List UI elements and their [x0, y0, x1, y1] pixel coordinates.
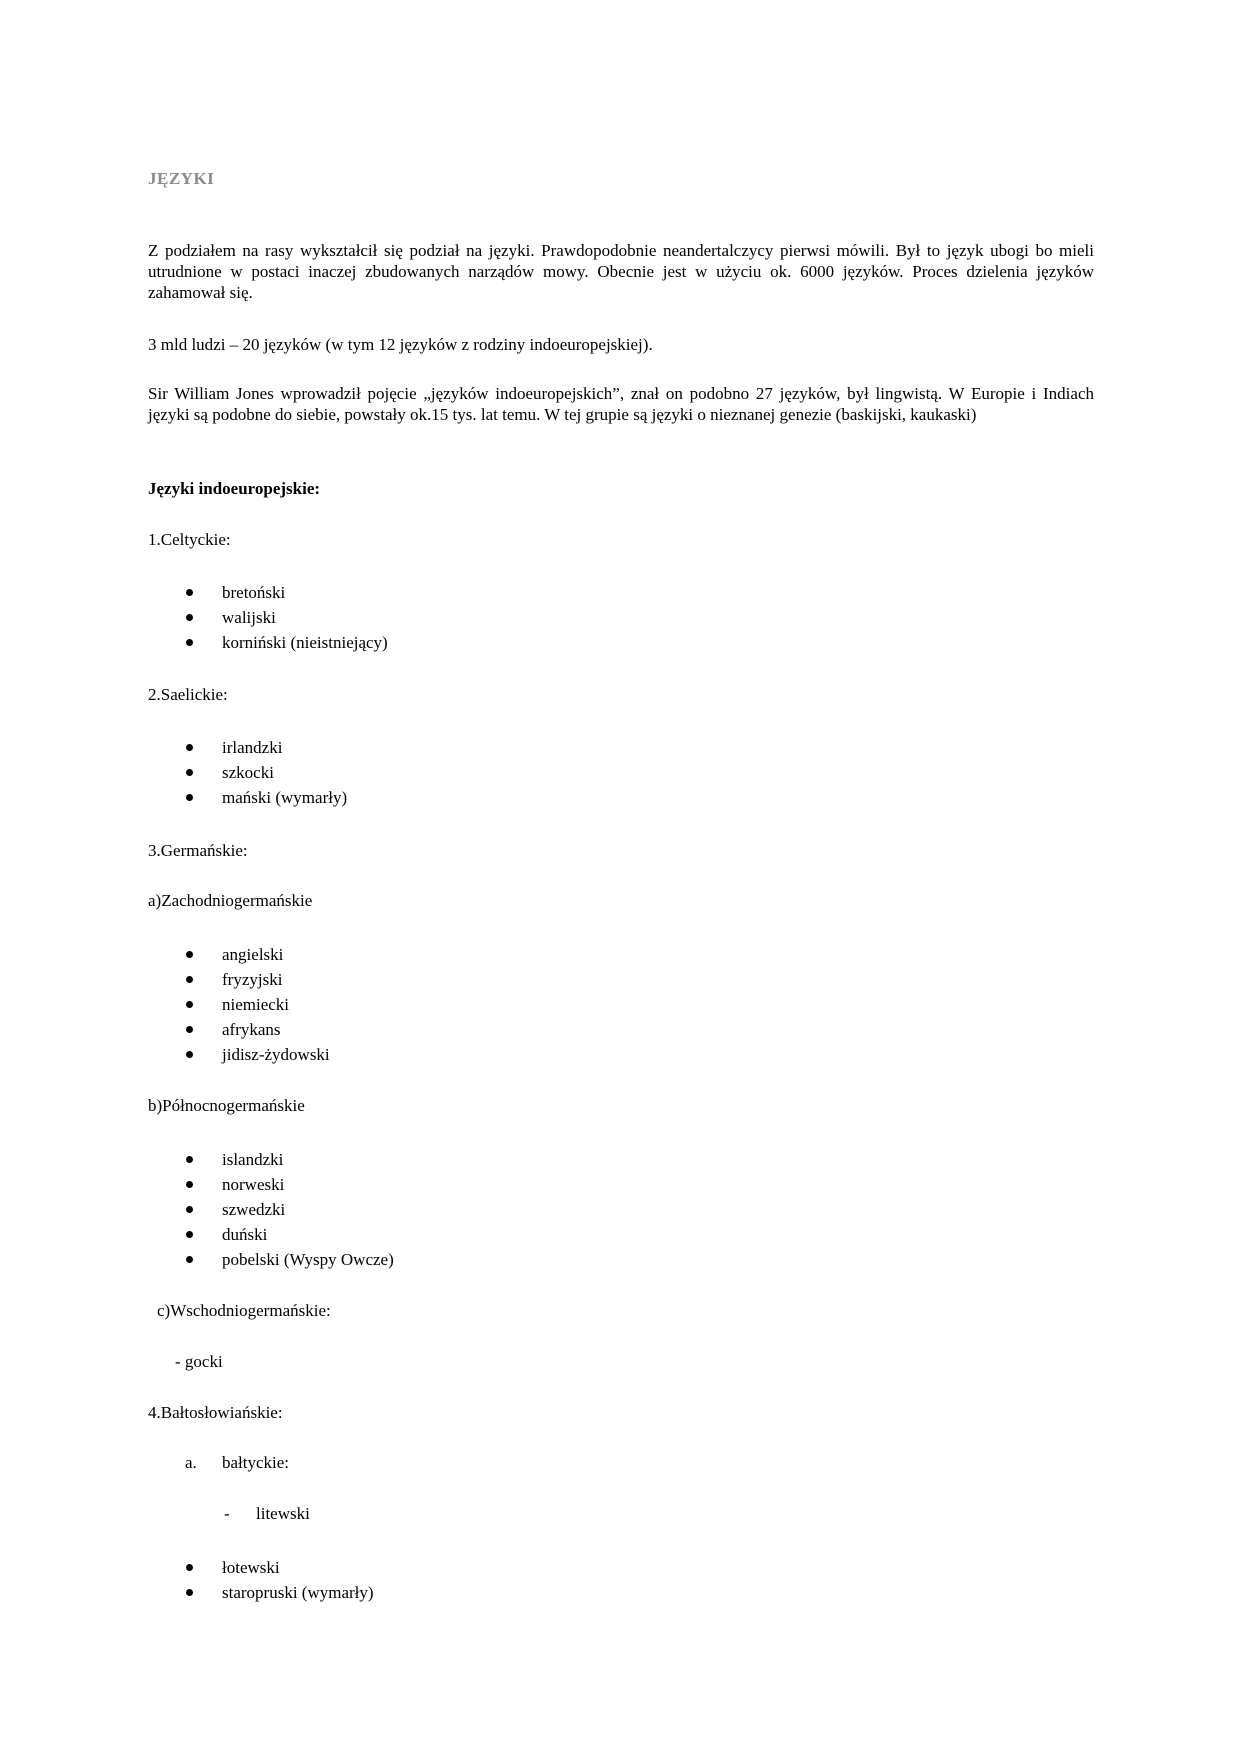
bullet-icon	[186, 1206, 193, 1213]
bullet-icon	[186, 614, 193, 621]
bullet-icon	[186, 1001, 193, 1008]
bullet-icon	[186, 589, 193, 596]
list-item: bretoński	[148, 580, 388, 605]
list-item: norweski	[148, 1172, 394, 1197]
list-item-gocki: - gocki	[175, 1352, 223, 1371]
list-item-litewski: litewski	[256, 1504, 310, 1523]
dash-icon: -	[224, 1504, 230, 1523]
list-item: niemiecki	[148, 992, 330, 1017]
bullet-icon	[186, 1256, 193, 1263]
list-item: angielski	[148, 942, 330, 967]
bullet-icon	[186, 639, 193, 646]
list-item: islandzki	[148, 1147, 394, 1172]
bullet-icon	[186, 1156, 193, 1163]
group-heading-germanskie: 3.Germańskie:	[148, 841, 248, 860]
list-item: szkocki	[148, 760, 347, 785]
paragraph-jones: Sir William Jones wprowadził pojęcie „języków indoeuropejskich”, znał on podobno 27 języków, był lingwistą. W Europie i Indiach języki są podobne do siebie, powstały ok.15 tys. lat temu. W tej grupie są języki o nieznanej genezie (baskijski, kaukaski)	[148, 384, 1094, 424]
list-item: szwedzki	[148, 1197, 394, 1222]
list-item: łotewski	[148, 1555, 374, 1580]
group-heading-celtyckie: 1.Celtyckie:	[148, 530, 231, 549]
list-item: duński	[148, 1222, 394, 1247]
subgroup-heading-wschodnio: c)Wschodniogermańskie:	[157, 1301, 331, 1320]
bullet-icon	[186, 744, 193, 751]
list-item: jidisz-żydowski	[148, 1042, 330, 1067]
subgroup-heading-zachodnio: a)Zachodniogermańskie	[148, 891, 313, 910]
bullet-icon	[186, 1231, 193, 1238]
list-item: korniński (nieistniejący)	[148, 630, 388, 655]
bullet-icon	[186, 1026, 193, 1033]
paragraph-stats: 3 mld ludzi – 20 języków (w tym 12 języków z rodziny indoeuropejskiej).	[148, 335, 653, 354]
list-item: afrykans	[148, 1017, 330, 1042]
list-celtyckie	[148, 580, 388, 655]
list-zachodniogermanskie	[148, 942, 330, 1067]
list-item: irlandzki	[148, 735, 347, 760]
section-heading: Języki indoeuropejskie:	[148, 479, 321, 498]
list-item: fryzyjski	[148, 967, 330, 992]
bullet-icon	[186, 1181, 193, 1188]
bullet-icon	[186, 1051, 193, 1058]
group-heading-baltoslowianskie: 4.Bałtosłowiańskie:	[148, 1403, 283, 1422]
list-polnocnogermanskie	[148, 1147, 394, 1272]
list-item: pobelski (Wyspy Owcze)	[148, 1247, 394, 1272]
bullet-icon	[186, 769, 193, 776]
sublist-marker-a: a.	[185, 1453, 197, 1472]
bullet-icon	[186, 1564, 193, 1571]
list-item: staropruski (wymarły)	[148, 1580, 374, 1605]
list-item: mański (wymarły)	[148, 785, 347, 810]
list-item: walijski	[148, 605, 388, 630]
list-baltyckie	[148, 1555, 374, 1605]
group-heading-saelickie: 2.Saelickie:	[148, 685, 228, 704]
paragraph-intro: Z podziałem na rasy wykształcił się podział na języki. Prawdopodobnie neandertalczycy pierwsi mówili. Był to język ubogi bo mieli utrudnione w postaci inaczej zbudowanych narządów mowy. Obecnie jest w użyciu ok. 6000 języków. Proces dzielenia języków zahamował się.	[148, 241, 1094, 302]
list-saelickie	[148, 735, 347, 810]
subgroup-heading-polnocno: b)Północnogermańskie	[148, 1096, 305, 1115]
page-title: JĘZYKI	[148, 169, 215, 188]
bullet-icon	[186, 1589, 193, 1596]
bullet-icon	[186, 794, 193, 801]
bullet-icon	[186, 976, 193, 983]
bullet-icon	[186, 951, 193, 958]
sublist-label-baltyckie: bałtyckie:	[222, 1453, 290, 1472]
